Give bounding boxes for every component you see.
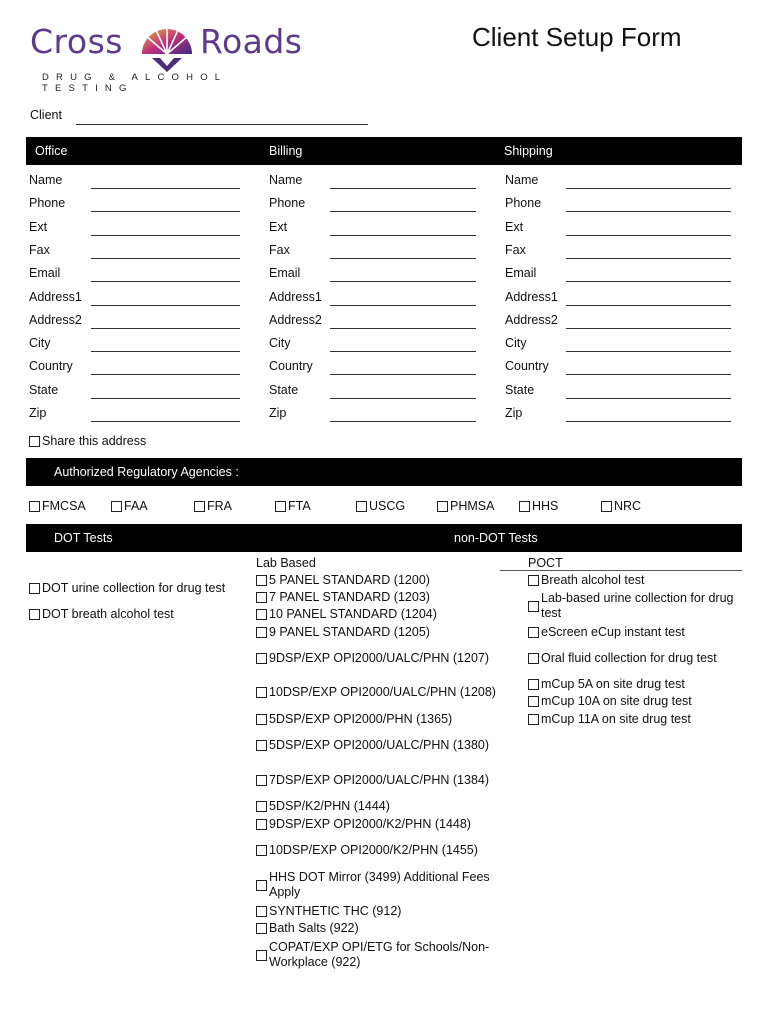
poct-test-option[interactable] xyxy=(528,712,691,726)
office-zip-label: Zip xyxy=(29,406,47,420)
share-address-option[interactable] xyxy=(29,434,146,448)
option-label: Oral fluid collection for drug test xyxy=(541,651,717,665)
lab-test-option[interactable] xyxy=(256,607,437,621)
option-label: 9DSP/EXP OPI2000/UALC/PHN (1207) xyxy=(269,651,490,665)
billing-state-label: State xyxy=(269,382,299,397)
agency-label: PHMSA xyxy=(450,499,495,513)
office-email-field[interactable] xyxy=(91,268,240,282)
office-phone-field[interactable] xyxy=(91,198,240,212)
lab-test-option[interactable] xyxy=(256,685,496,699)
agency-label: USCG xyxy=(369,499,406,513)
option-label: 7 PANEL STANDARD (1203) xyxy=(269,590,430,604)
option-label: HHS DOT Mirror (3499) Additional Fees Apply xyxy=(269,870,490,899)
shipping-city-label: City xyxy=(505,336,527,351)
shipping-zip-label: Zip xyxy=(505,406,523,420)
shipping-state-field[interactable] xyxy=(566,385,731,399)
shipping-state-label: State xyxy=(505,382,535,397)
option-label: eScreen eCup instant test xyxy=(541,625,685,639)
shipping-address1-label: Address1 xyxy=(505,289,558,304)
lab-test-option[interactable] xyxy=(256,573,430,587)
lab-test-option[interactable] xyxy=(256,651,489,665)
client-label: Client xyxy=(30,108,62,122)
poct-test-checkbox[interactable] xyxy=(528,696,539,707)
billing-address1-field[interactable] xyxy=(330,292,476,306)
logo xyxy=(30,22,320,94)
option-label: Lab-based urine collection for drug test xyxy=(541,591,734,620)
billing-country-field[interactable] xyxy=(330,361,476,375)
shipping-name-label: Name xyxy=(505,173,539,187)
agency-fra-checkbox[interactable] xyxy=(194,501,205,512)
poct-header-rule xyxy=(500,570,742,571)
lab-test-checkbox[interactable] xyxy=(256,575,267,586)
lab-test-checkbox[interactable] xyxy=(256,880,267,891)
lab-test-option[interactable] xyxy=(256,738,489,752)
agency-nrc-checkbox[interactable] xyxy=(601,501,612,512)
shipping-zip-field[interactable] xyxy=(566,408,731,422)
billing-address2-field[interactable] xyxy=(330,315,476,329)
agency-nrc-option[interactable] xyxy=(601,499,641,513)
lab-test-option[interactable] xyxy=(256,870,501,900)
header-office: Office xyxy=(35,144,68,158)
shipping-email-label: Email xyxy=(505,266,537,281)
lab-test-option[interactable] xyxy=(256,921,359,935)
logo-word-left: Cross xyxy=(30,22,123,61)
billing-fax-label: Fax xyxy=(269,242,290,257)
shipping-country-label: Country xyxy=(505,359,549,374)
lab-test-option[interactable] xyxy=(256,904,401,918)
agency-fra-option[interactable] xyxy=(194,499,232,513)
shipping-email-field[interactable] xyxy=(566,268,731,282)
shipping-ext-label: Ext xyxy=(505,219,524,234)
option-label: 10DSP/EXP OPI2000/UALC/PHN (1208) xyxy=(269,685,496,699)
lab-test-checkbox[interactable] xyxy=(256,714,267,725)
billing-email-label: Email xyxy=(269,266,301,281)
shipping-fax-field[interactable] xyxy=(566,245,731,259)
agency-hhs-option[interactable] xyxy=(519,499,558,513)
billing-city-label: City xyxy=(269,336,291,351)
office-address2-label: Address2 xyxy=(29,312,82,327)
logo-emblem-icon xyxy=(138,24,196,74)
option-label: Bath Salts (922) xyxy=(269,921,359,935)
poct-test-checkbox[interactable] xyxy=(528,627,539,638)
poct-test-checkbox[interactable] xyxy=(528,653,539,664)
lab-test-checkbox[interactable] xyxy=(256,819,267,830)
billing-zip-field[interactable] xyxy=(330,408,476,422)
agency-hhs-checkbox[interactable] xyxy=(519,501,530,512)
agency-label: FMCSA xyxy=(42,499,86,513)
office-name-field[interactable] xyxy=(91,175,240,189)
shipping-address2-field[interactable] xyxy=(566,315,731,329)
lab-test-option[interactable] xyxy=(256,799,390,813)
dot-test-checkbox[interactable] xyxy=(29,583,40,594)
office-email-label: Email xyxy=(29,266,61,281)
option-label: DOT urine collection for drug test xyxy=(42,581,226,595)
dot-test-checkbox[interactable] xyxy=(29,609,40,620)
option-label: 7DSP/EXP OPI2000/UALC/PHN (1384) xyxy=(269,773,490,787)
billing-ext-label: Ext xyxy=(269,219,288,234)
billing-email-field[interactable] xyxy=(330,268,476,282)
agencies-header: Authorized Regulatory Agencies : xyxy=(54,465,239,479)
lab-test-option[interactable] xyxy=(256,843,478,857)
billing-address1-label: Address1 xyxy=(269,289,322,304)
poct-test-option[interactable] xyxy=(528,573,645,587)
agency-label: NRC xyxy=(614,499,642,513)
dot-tests-header: DOT Tests xyxy=(54,531,113,545)
shipping-fax-label: Fax xyxy=(505,242,526,257)
poct-test-option[interactable] xyxy=(528,625,685,639)
billing-zip-label: Zip xyxy=(269,406,287,420)
option-label: 9DSP/EXP OPI2000/K2/PHN (1448) xyxy=(269,817,471,831)
logo-word-right: Roads xyxy=(200,22,303,61)
billing-phone-label: Phone xyxy=(269,196,306,211)
dot-test-option[interactable] xyxy=(29,581,225,595)
poct-test-checkbox[interactable] xyxy=(528,601,539,612)
office-phone-label: Phone xyxy=(29,196,66,211)
option-label: 10DSP/EXP OPI2000/K2/PHN (1455) xyxy=(269,843,478,857)
agency-uscg-checkbox[interactable] xyxy=(356,501,367,512)
tests-header-bar xyxy=(26,524,742,552)
office-state-label: State xyxy=(29,382,59,397)
office-ext-field[interactable] xyxy=(91,222,240,236)
agency-faa-checkbox[interactable] xyxy=(111,501,122,512)
option-label: 9 PANEL STANDARD (1205) xyxy=(269,625,430,639)
shipping-phone-field[interactable] xyxy=(566,198,731,212)
lab-test-checkbox[interactable] xyxy=(256,627,267,638)
option-label: mCup 5A on site drug test xyxy=(541,677,685,691)
option-label: SYNTHETIC THC (912) xyxy=(269,904,402,918)
poct-test-option[interactable] xyxy=(528,677,685,691)
page-title: Client Setup Form xyxy=(472,22,682,52)
shipping-ext-field[interactable] xyxy=(566,222,731,236)
client-field[interactable] xyxy=(76,112,368,125)
billing-name-label: Name xyxy=(269,173,303,187)
billing-fax-field[interactable] xyxy=(330,245,476,259)
agency-label: FAA xyxy=(124,499,148,513)
office-country-label: Country xyxy=(29,359,73,374)
agency-fmcsa-option[interactable] xyxy=(29,499,86,513)
lab-test-checkbox[interactable] xyxy=(256,592,267,603)
lab-test-checkbox[interactable] xyxy=(256,906,267,917)
option-label: 5DSP/EXP OPI2000/UALC/PHN (1380) xyxy=(269,738,490,752)
lab-test-option[interactable] xyxy=(256,625,430,639)
lab-test-checkbox[interactable] xyxy=(256,775,267,786)
billing-city-field[interactable] xyxy=(330,338,476,352)
office-name-label: Name xyxy=(29,173,63,187)
lab-based-header: Lab Based xyxy=(256,556,316,570)
option-label: mCup 10A on site drug test xyxy=(541,694,692,708)
office-city-field[interactable] xyxy=(91,338,240,352)
poct-test-option[interactable] xyxy=(528,694,692,708)
non-dot-tests-header: non-DOT Tests xyxy=(454,531,538,545)
lab-test-option[interactable] xyxy=(256,590,430,604)
agency-label: FTA xyxy=(288,499,311,513)
shipping-country-field[interactable] xyxy=(566,361,731,375)
shipping-address2-label: Address2 xyxy=(505,312,558,327)
option-label: 5DSP/K2/PHN (1444) xyxy=(269,799,390,813)
option-label: mCup 11A on site drug test xyxy=(541,712,691,726)
lab-test-checkbox[interactable] xyxy=(256,653,267,664)
lab-test-option[interactable] xyxy=(256,940,501,970)
address-header-bar xyxy=(26,137,742,165)
agency-fmcsa-checkbox[interactable] xyxy=(29,501,40,512)
option-label: Breath alcohol test xyxy=(541,573,645,587)
billing-state-field[interactable] xyxy=(330,385,476,399)
billing-name-field[interactable] xyxy=(330,175,476,189)
lab-test-checkbox[interactable] xyxy=(256,687,267,698)
billing-phone-field[interactable] xyxy=(330,198,476,212)
logo-subtitle: DRUG & ALCOHOL TESTING xyxy=(42,72,227,94)
share-address-label: Share this address xyxy=(42,434,147,448)
poct-header: POCT xyxy=(528,556,563,570)
agency-phmsa-checkbox[interactable] xyxy=(437,501,448,512)
shipping-phone-label: Phone xyxy=(505,196,542,211)
option-label: DOT breath alcohol test xyxy=(42,607,174,621)
poct-test-option[interactable] xyxy=(528,591,743,621)
office-city-label: City xyxy=(29,336,51,351)
poct-test-checkbox[interactable] xyxy=(528,714,539,725)
dot-test-option[interactable] xyxy=(29,607,174,621)
agencies-header-bar xyxy=(26,458,742,486)
agency-uscg-option[interactable] xyxy=(356,499,405,513)
agency-label: HHS xyxy=(532,499,559,513)
office-address1-field[interactable] xyxy=(91,292,240,306)
option-label: COPAT/EXP OPI/ETG for Schools/Non-Workplace (922) xyxy=(269,940,490,969)
option-label: 5 PANEL STANDARD (1200) xyxy=(269,573,430,587)
agency-fta-checkbox[interactable] xyxy=(275,501,286,512)
lab-test-checkbox[interactable] xyxy=(256,950,267,961)
poct-test-checkbox[interactable] xyxy=(528,679,539,690)
agency-faa-option[interactable] xyxy=(111,499,148,513)
lab-test-checkbox[interactable] xyxy=(256,845,267,856)
billing-address2-label: Address2 xyxy=(269,312,322,327)
lab-test-option[interactable] xyxy=(256,817,471,831)
lab-test-checkbox[interactable] xyxy=(256,740,267,751)
shipping-name-field[interactable] xyxy=(566,175,731,189)
office-address2-field[interactable] xyxy=(91,315,240,329)
agency-label: FRA xyxy=(207,499,232,513)
poct-test-option[interactable] xyxy=(528,651,717,665)
office-fax-label: Fax xyxy=(29,242,50,257)
option-label: 10 PANEL STANDARD (1204) xyxy=(269,607,437,621)
lab-test-checkbox[interactable] xyxy=(256,923,267,934)
shipping-city-field[interactable] xyxy=(566,338,731,352)
office-ext-label: Ext xyxy=(29,219,48,234)
agency-phmsa-option[interactable] xyxy=(437,499,494,513)
office-zip-field[interactable] xyxy=(91,408,240,422)
office-address1-label: Address1 xyxy=(29,289,82,304)
billing-ext-field[interactable] xyxy=(330,222,476,236)
lab-test-option[interactable] xyxy=(256,773,489,787)
header-billing: Billing xyxy=(269,144,303,158)
share-address-checkbox[interactable] xyxy=(29,436,40,447)
billing-country-label: Country xyxy=(269,359,313,374)
poct-test-checkbox[interactable] xyxy=(528,575,539,586)
shipping-address1-field[interactable] xyxy=(566,292,731,306)
agency-fta-option[interactable] xyxy=(275,499,311,513)
header-shipping: Shipping xyxy=(504,144,553,158)
option-label: 5DSP/EXP OPI2000/PHN (1365) xyxy=(269,712,453,726)
lab-test-checkbox[interactable] xyxy=(256,801,267,812)
office-state-field[interactable] xyxy=(91,385,240,399)
office-fax-field[interactable] xyxy=(91,245,240,259)
lab-test-checkbox[interactable] xyxy=(256,609,267,620)
office-country-field[interactable] xyxy=(91,361,240,375)
lab-test-option[interactable] xyxy=(256,712,452,726)
